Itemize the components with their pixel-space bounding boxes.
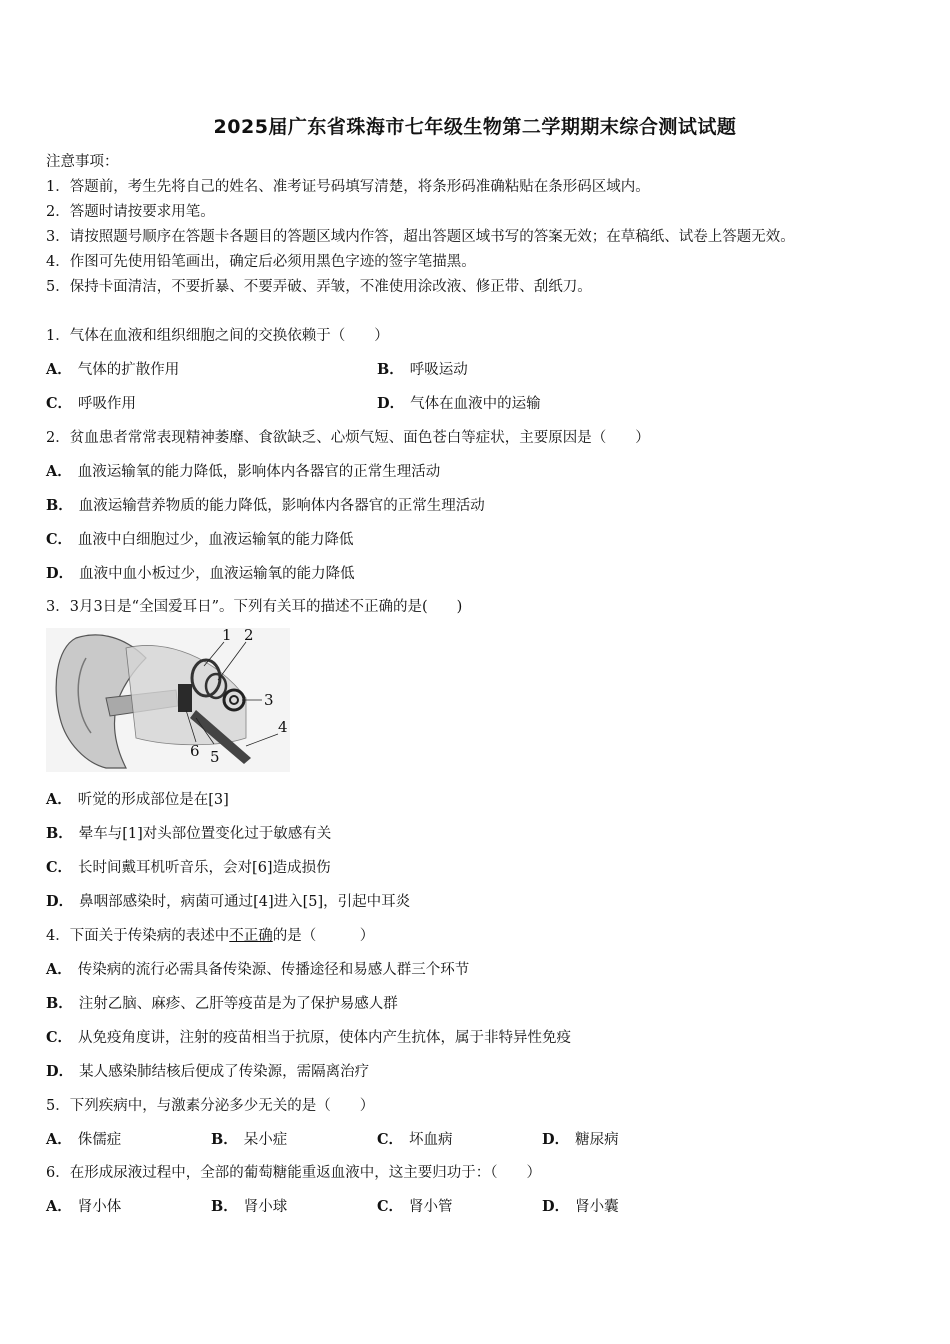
q5-option-c [377, 1130, 453, 1150]
q4-option-d [46, 1062, 369, 1082]
q1-option-b [377, 360, 468, 380]
ear-diagram [46, 628, 290, 772]
middle-ear-shape [178, 684, 192, 712]
option-text: 鼻咽部感染时，病菌可通过[4]进入[5]，引起中耳炎 [79, 894, 411, 910]
option-label: D． [46, 893, 74, 910]
option-label: D． [46, 565, 74, 582]
question-2-stem: 2．贫血患者常常表现精神萎靡、食欲缺乏、心烦气短、面色苍白等症状，主要原因是（ ） [46, 430, 650, 446]
option-label: D． [542, 1198, 570, 1215]
option-text: 肾小体 [77, 1199, 122, 1215]
q6-option-a [46, 1197, 121, 1217]
option-label: C． [377, 1198, 404, 1215]
q3-option-a [46, 790, 229, 810]
option-text: 注射乙脑、麻疹、乙肝等疫苗是为了保护易感人群 [78, 996, 398, 1012]
q5-option-a [46, 1130, 121, 1150]
q4-option-a [46, 960, 469, 980]
emphasis-text: 不正确 [229, 928, 273, 944]
option-label: A． [46, 961, 72, 978]
q2-option-a [46, 462, 440, 482]
option-label: B． [211, 1131, 238, 1148]
question-4-stem [46, 926, 374, 946]
option-label: A． [46, 1131, 72, 1148]
q1-option-a [46, 360, 179, 380]
option-text: 长时间戴耳机听音乐，会对[6]造成损伤 [78, 860, 331, 876]
figure-label-6: 6 [190, 742, 200, 760]
q6-option-d [542, 1197, 619, 1217]
option-text: 肾小囊 [575, 1199, 619, 1215]
option-label: A． [46, 361, 72, 378]
q3-option-b [46, 824, 331, 844]
q2-option-d [46, 564, 355, 584]
option-text: 听觉的形成部位是在[3] [77, 792, 229, 808]
option-text: 呼吸运动 [409, 362, 468, 378]
option-label: A． [46, 791, 72, 808]
option-text: 气体在血液中的运输 [410, 396, 541, 412]
q1-option-d [377, 394, 541, 414]
page-title: 2025届广东省珠海市七年级生物第二学期期末综合测试试题 [213, 116, 737, 138]
q1-option-c [46, 394, 136, 414]
option-text: 呼吸作用 [78, 396, 137, 412]
option-text: 侏儒症 [77, 1132, 122, 1148]
option-label: D． [377, 395, 405, 412]
option-label: B． [211, 1198, 238, 1215]
option-label: D． [542, 1131, 570, 1148]
q3-option-d [46, 892, 410, 912]
q5-option-b [211, 1130, 287, 1150]
q6-option-c [377, 1197, 453, 1217]
option-label: B． [46, 825, 73, 842]
option-label: C． [377, 1131, 404, 1148]
figure-label-5: 5 [210, 748, 220, 766]
option-label: C． [46, 395, 73, 412]
notice-item: 4．作图可先使用铅笔画出，确定后必须用黑色字迹的签字笔描黑。 [46, 254, 476, 270]
q2-option-c [46, 530, 354, 550]
option-text: 传染病的流行必需具备传染源、传播途径和易感人群三个环节 [77, 962, 470, 978]
stem-text: 的是（ ） [272, 928, 375, 944]
option-label: A． [46, 463, 72, 480]
q4-option-b [46, 994, 398, 1014]
option-label: C． [46, 859, 73, 876]
figure-label-1: 1 [222, 628, 232, 644]
option-text: 某人感染肺结核后便成了传染源，需隔离治疗 [79, 1064, 370, 1080]
notice-item: 3．请按照题号顺序在答题卡各题目的答题区域内作答，超出答题区域书写的答案无效；在草稿纸、试卷上答题无效。 [46, 229, 795, 245]
figure-label-4: 4 [278, 718, 288, 736]
notice-item: 5．保持卡面清洁，不要折暴、不要弄破、弄皱，不准使用涂改液、修正带、刮纸刀。 [46, 279, 592, 295]
option-text: 气体的扩散作用 [77, 362, 180, 378]
option-label: B． [46, 497, 73, 514]
notice-heading: 注意事项： [46, 154, 119, 170]
option-text: 肾小管 [409, 1199, 453, 1215]
q2-option-b [46, 496, 485, 516]
option-text: 呆小症 [243, 1132, 288, 1148]
figure-label-2: 2 [244, 628, 254, 644]
figure-label-3: 3 [264, 691, 274, 709]
question-5-stem: 5．下列疾病中，与激素分泌多少无关的是（ ） [46, 1098, 375, 1114]
option-text: 坏血病 [409, 1132, 453, 1148]
option-text: 血液中血小板过少，血液运输氧的能力降低 [79, 566, 355, 582]
notice-item: 1．答题前，考生先将自己的姓名、准考证号码填写清楚，将条形码准确粘贴在条形码区域内。 [46, 179, 650, 195]
question-6-stem: 6．在形成尿液过程中，全部的葡萄糖能重返血液中，这主要归功于：（ ） [46, 1165, 541, 1181]
q4-option-c [46, 1028, 571, 1048]
option-text: 从免疫角度讲，注射的疫苗相当于抗原，使体内产生抗体，属于非特异性免疫 [78, 1030, 572, 1046]
option-text: 血液运输营养物质的能力降低，影响体内各器官的正常生理活动 [78, 498, 485, 514]
option-text: 肾小球 [243, 1199, 288, 1215]
q5-option-d [542, 1130, 619, 1150]
question-1-stem: 1．气体在血液和组织细胞之间的交换依赖于（ ） [46, 328, 389, 344]
option-text: 糖尿病 [575, 1132, 619, 1148]
option-label: D． [46, 1063, 74, 1080]
q3-option-c [46, 858, 331, 878]
option-label: B． [377, 361, 404, 378]
notice-item: 2．答题时请按要求用笔。 [46, 204, 215, 220]
option-label: B． [46, 995, 73, 1012]
stem-text: 4．下面关于传染病的表述中 [46, 928, 230, 944]
option-text: 晕车与[1]对头部位置变化过于敏感有关 [78, 826, 332, 842]
option-label: A． [46, 1198, 72, 1215]
option-text: 血液运输氧的能力降低，影响体内各器官的正常生理活动 [77, 464, 441, 480]
question-3-stem: 3．3月3日是“全国爱耳日”。下列有关耳的描述不正确的是( ) [46, 599, 463, 615]
option-text: 血液中白细胞过少，血液运输氧的能力降低 [78, 532, 354, 548]
option-label: C． [46, 1029, 73, 1046]
option-label: C． [46, 531, 73, 548]
q6-option-b [211, 1197, 287, 1217]
